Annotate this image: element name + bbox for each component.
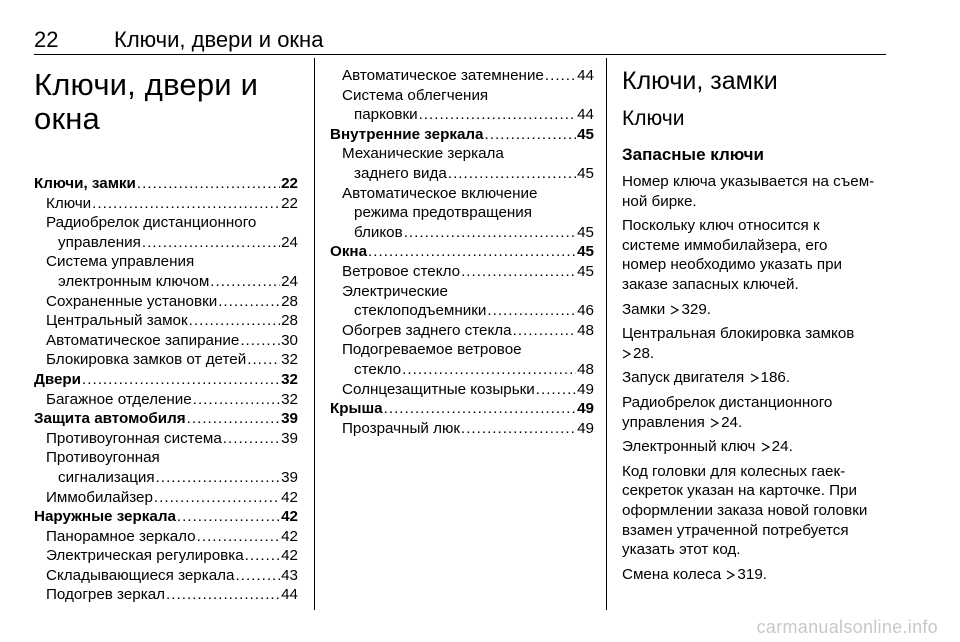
chapter-title-line2: окна — [34, 101, 100, 136]
toc-entry-page: 49 — [577, 380, 594, 398]
toc-entry-line: Автоматическое включение — [342, 184, 538, 202]
xref-locks[interactable]: Замки 329. — [622, 300, 711, 318]
subsubsection-title: Запасные ключи — [622, 145, 764, 164]
toc-leader-dots — [187, 409, 280, 429]
toc-entry-title: Автоматическое запирание — [46, 331, 240, 349]
toc-entry[interactable] — [34, 507, 298, 527]
toc-entry[interactable] — [34, 546, 298, 566]
toc-leader-dots — [461, 419, 576, 439]
toc-leader-dots — [240, 331, 280, 351]
table-of-contents-col1 — [34, 174, 298, 605]
toc-entry-page: 39 — [281, 468, 298, 486]
column-2 — [330, 60, 594, 438]
page-reference-arrow-icon — [750, 373, 759, 383]
toc-entry-page: 48 — [577, 321, 594, 339]
toc-entry-page: 49 — [577, 419, 594, 437]
toc-entry-page: 32 — [281, 370, 298, 388]
toc-entry[interactable] — [34, 311, 298, 331]
toc-entry-page: 32 — [281, 351, 298, 369]
toc-entry-page: 44 — [281, 586, 298, 604]
xref-engine-start[interactable]: Запуск двигателя 186. — [622, 369, 791, 387]
toc-entry-title: Внутренние зеркала — [330, 125, 484, 143]
toc-entry[interactable] — [330, 301, 594, 321]
toc-entry-title: управления — [58, 233, 141, 251]
toc-entry-page: 30 — [281, 331, 298, 349]
toc-leader-dots — [236, 566, 281, 586]
toc-entry-title: Складывающиеся зеркала — [46, 566, 235, 584]
toc-entry-line: Система облегчения — [342, 86, 489, 104]
toc-leader-dots — [513, 321, 576, 341]
toc-leader-dots — [218, 292, 280, 312]
toc-leader-dots — [177, 507, 280, 527]
toc-entry[interactable] — [330, 380, 594, 400]
page-header — [34, 26, 886, 56]
toc-entry-page: 42 — [281, 527, 298, 545]
toc-entry[interactable] — [34, 527, 298, 547]
toc-leader-dots — [156, 468, 280, 488]
toc-leader-dots — [166, 585, 280, 605]
toc-leader-dots — [210, 272, 280, 292]
toc-entry-page: 48 — [577, 360, 594, 378]
toc-entry-title: Наружные зеркала — [34, 508, 176, 526]
toc-entry[interactable] — [330, 360, 594, 380]
header-rule — [34, 54, 886, 55]
toc-leader-dots — [448, 164, 576, 184]
toc-entry-line: Система управления — [46, 253, 195, 271]
toc-entry-title: парковки — [354, 106, 418, 124]
toc-entry-title: сигнализация — [58, 468, 155, 486]
page-reference-arrow-icon — [670, 305, 679, 315]
toc-entry-page: 43 — [281, 566, 298, 584]
paragraph-key-number: Номер ключа указывается на съем- ной бирке. — [622, 173, 875, 210]
toc-entry-page: 45 — [577, 223, 594, 241]
xref-electronic-key[interactable]: Электронный ключ 24. — [622, 438, 793, 456]
toc-entry-line: Механические зеркала — [342, 145, 504, 163]
toc-entry-title: бликов — [354, 223, 403, 241]
toc-entry[interactable] — [330, 66, 594, 86]
toc-entry-title: Ключи — [46, 194, 92, 212]
xref-central-locking[interactable]: Центральная блокировка замков 28. — [622, 325, 855, 362]
toc-entry-page: 22 — [281, 194, 298, 212]
page-reference-arrow-icon — [726, 570, 735, 580]
toc-entry-line: Радиобрелок дистанционного — [46, 214, 257, 232]
toc-entry-page: 45 — [577, 125, 594, 143]
toc-entry-title: Сохраненные установки — [46, 292, 218, 310]
toc-entry-title: Окна — [330, 243, 368, 261]
toc-entry-page: 42 — [281, 547, 298, 565]
toc-entry[interactable] — [34, 331, 298, 351]
toc-entry-title: Подогрев зеркал — [46, 586, 166, 604]
toc-entry[interactable] — [34, 174, 298, 194]
xref-remote-control[interactable]: Радиобрелок дистанционного управления 24. — [622, 393, 833, 431]
toc-entry-page: 44 — [577, 67, 594, 84]
toc-entry[interactable] — [34, 390, 298, 410]
toc-leader-dots — [419, 105, 577, 125]
watermark: carmanualsonline.info — [756, 617, 938, 637]
toc-leader-dots — [197, 527, 280, 547]
toc-leader-dots — [82, 370, 280, 390]
toc-entry-title: Багажное отделение — [46, 390, 192, 408]
table-of-contents-col2 — [330, 66, 594, 438]
toc-leader-dots — [368, 242, 576, 262]
toc-entry-page: 24 — [281, 272, 298, 290]
page-number: 22 — [34, 27, 59, 52]
toc-entry-title: Ключи, замки — [34, 175, 136, 192]
page-reference-arrow-icon — [622, 349, 631, 359]
toc-leader-dots — [485, 125, 577, 145]
toc-leader-dots — [402, 360, 576, 380]
column-divider-1 — [314, 58, 315, 610]
toc-entry-page: 22 — [281, 175, 298, 192]
toc-entry[interactable] — [330, 419, 594, 439]
paragraph-wheel-lock: Код головки для колесных гаек- секреток указан на карточке. При оформлении заказа новой головки взамен утраченной потребуется указать этот код. — [622, 462, 868, 559]
toc-entry-title: Центральный замок — [46, 312, 188, 330]
toc-entry-line: Противоугонная — [46, 449, 160, 467]
toc-entry[interactable] — [34, 488, 298, 508]
section-title: Ключи, замки — [622, 67, 778, 95]
toc-entry[interactable] — [330, 105, 594, 125]
chapter-title-line1: Ключи, двери и — [34, 67, 259, 102]
toc-entry-page: 24 — [281, 233, 298, 251]
toc-entry-title: заднего вида — [354, 164, 447, 182]
toc-entry-title: Электрическая регулировка — [46, 547, 244, 565]
toc-entry[interactable] — [34, 468, 298, 488]
toc-entry-title: Автоматическое затемнение — [342, 67, 544, 84]
toc-entry-page: 39 — [281, 429, 298, 447]
toc-entry-title: Прозрачный люк — [342, 419, 460, 437]
toc-leader-dots — [142, 233, 280, 253]
toc-entry-title: Ветровое стекло — [342, 262, 461, 280]
toc-entry-page: 44 — [577, 106, 594, 124]
toc-entry-page: 39 — [281, 410, 298, 428]
toc-entry-page: 32 — [281, 390, 298, 408]
toc-entry-title: электронным ключом — [58, 272, 210, 290]
toc-leader-dots — [189, 311, 280, 331]
toc-leader-dots — [404, 223, 576, 243]
toc-entry[interactable] — [34, 292, 298, 312]
toc-leader-dots — [247, 350, 280, 370]
toc-entry[interactable] — [330, 321, 594, 341]
toc-entry-title: стеклоподъемники — [354, 302, 487, 320]
toc-leader-dots — [223, 429, 280, 449]
toc-entry[interactable] — [34, 585, 298, 605]
toc-entry-page: 45 — [577, 262, 594, 280]
toc-leader-dots — [487, 301, 576, 321]
toc-leader-dots — [92, 194, 280, 214]
toc-entry[interactable] — [34, 350, 298, 370]
toc-entry-title: Панорамное зеркало — [46, 527, 196, 545]
toc-entry-line: режима предотвращения — [354, 204, 533, 222]
toc-entry-line: Подогреваемое ветровое — [342, 341, 522, 359]
toc-entry[interactable] — [330, 262, 594, 282]
toc-leader-dots — [545, 66, 576, 86]
toc-entry[interactable] — [330, 125, 594, 145]
column-1 — [34, 60, 298, 605]
toc-entry[interactable] — [330, 242, 594, 262]
toc-entry[interactable] — [34, 429, 298, 449]
toc-entry-title: Обогрев заднего стекла — [342, 321, 512, 339]
toc-entry-title: Солнцезащитные козырьки — [342, 380, 535, 398]
toc-entry-title: Блокировка замков от детей — [46, 351, 247, 369]
toc-entry-title: Защита автомобиля — [34, 410, 186, 428]
toc-entry[interactable] — [330, 399, 594, 419]
chapter-title — [34, 68, 298, 136]
toc-entry[interactable] — [34, 566, 298, 586]
toc-leader-dots — [137, 174, 280, 194]
toc-entry[interactable] — [34, 233, 298, 253]
toc-entry[interactable] — [34, 370, 298, 390]
toc-entry[interactable] — [34, 409, 298, 429]
toc-entry-title: Двери — [34, 370, 82, 388]
toc-leader-dots — [384, 399, 576, 419]
toc-entry-line: Электрические — [342, 282, 448, 300]
toc-entry-page: 45 — [577, 164, 594, 182]
toc-entry-page: 42 — [281, 508, 298, 526]
toc-leader-dots — [193, 390, 280, 410]
toc-entry-page: 46 — [577, 302, 594, 320]
toc-entry[interactable] — [330, 164, 594, 184]
toc-entry-title: Крыша — [330, 400, 383, 418]
toc-entry-title: Иммобилайзер — [46, 488, 153, 506]
toc-leader-dots — [461, 262, 576, 282]
toc-entry-page: 42 — [281, 488, 298, 506]
page-reference-arrow-icon — [710, 418, 719, 428]
column-3 — [622, 60, 890, 589]
toc-leader-dots — [245, 546, 280, 566]
toc-entry[interactable] — [330, 223, 594, 243]
toc-entry-page: 45 — [577, 243, 594, 261]
paragraph-immobilizer: Поскольку ключ относится к системе иммобилайзера, его номер необходимо указать при заказе запасных ключей. — [622, 217, 843, 293]
toc-entry[interactable] — [34, 194, 298, 214]
toc-entry-page: 49 — [577, 400, 594, 418]
subsection-title: Ключи — [622, 107, 685, 130]
toc-leader-dots — [154, 488, 280, 508]
toc-entry-title: Противоугонная система — [46, 429, 222, 447]
page-reference-arrow-icon — [761, 442, 770, 452]
toc-leader-dots — [536, 380, 576, 400]
toc-entry-page: 28 — [281, 292, 298, 310]
column-divider-2 — [606, 58, 607, 610]
toc-entry-title: стекло — [354, 360, 402, 378]
running-title: Ключи, двери и окна — [114, 27, 324, 52]
toc-entry[interactable] — [34, 272, 298, 292]
xref-wheel-change[interactable]: Смена колеса 319. — [622, 565, 767, 583]
toc-entry-page: 28 — [281, 312, 298, 330]
